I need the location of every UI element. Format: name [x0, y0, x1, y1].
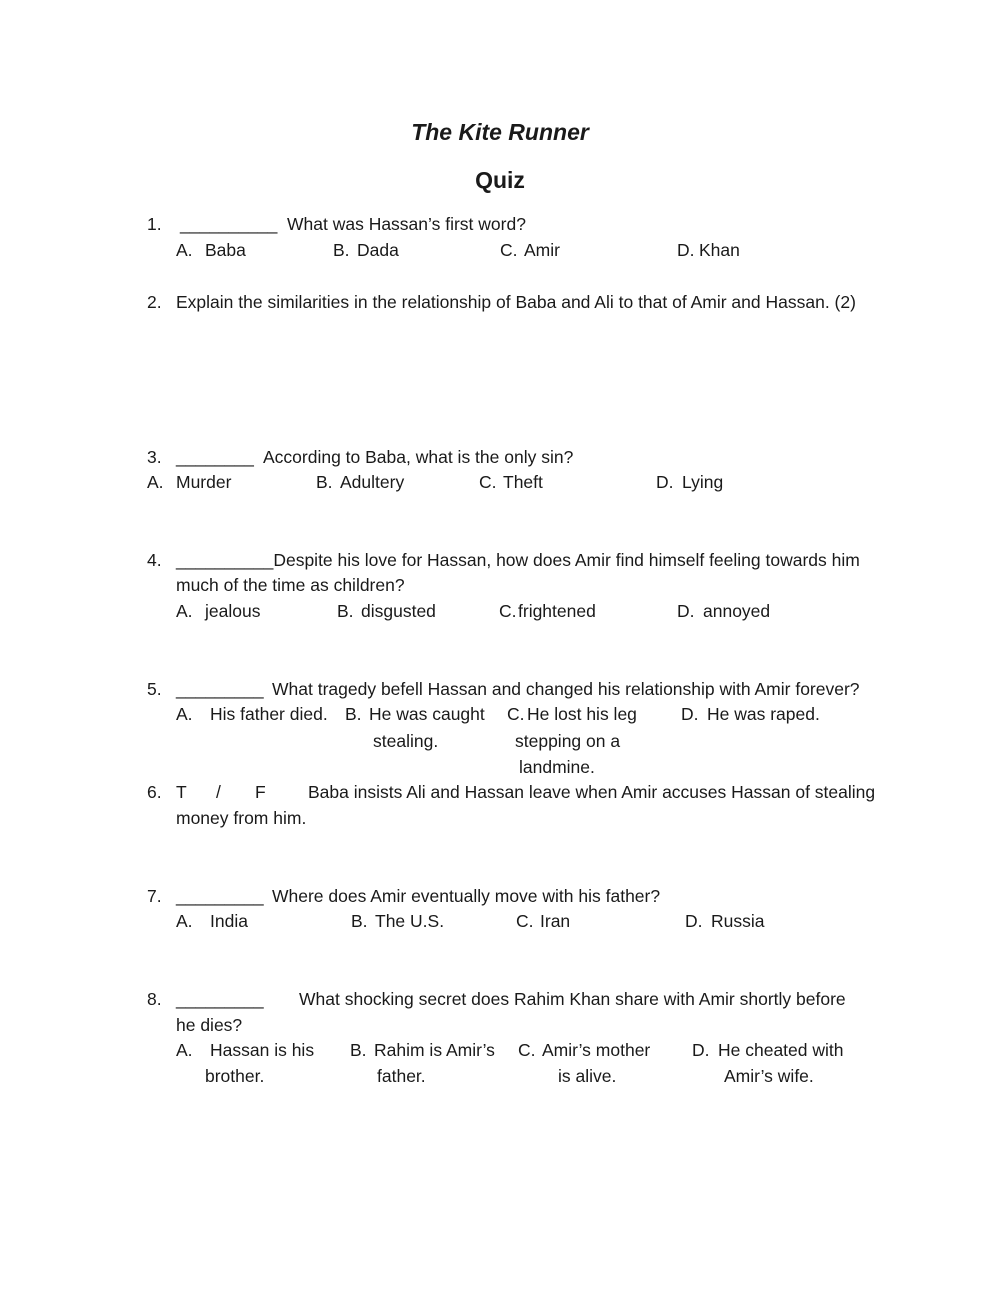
- option-b: Dada: [357, 240, 399, 260]
- option-letter-c: C.: [499, 601, 517, 621]
- option-a: His father died.: [210, 704, 328, 724]
- answer-blank: ________: [176, 447, 254, 467]
- option-letter-a: A.: [147, 472, 164, 492]
- page-subtitle: Quiz: [475, 167, 525, 193]
- option-b: Adultery: [340, 472, 405, 492]
- option-letter-a: A.: [176, 240, 193, 260]
- option-c: Amir: [524, 240, 560, 260]
- option-d-line-2: Amir’s wife.: [724, 1066, 814, 1086]
- separator: /: [216, 782, 221, 802]
- option-b-line-2: stealing.: [373, 731, 439, 751]
- option-d: annoyed: [703, 601, 771, 621]
- question-text: Where does Amir eventually move with his father?: [272, 886, 661, 906]
- option-letter-b: B.: [351, 911, 368, 931]
- option-d: Lying: [682, 472, 724, 492]
- page-title: The Kite Runner: [411, 119, 589, 145]
- option-letter-d: D.: [685, 911, 703, 931]
- question-text-line-2: he dies?: [176, 1015, 243, 1035]
- question-text: What was Hassan’s first word?: [287, 214, 526, 234]
- option-c-line-3: landmine.: [519, 757, 595, 777]
- option-b: disgusted: [361, 601, 436, 621]
- option-letter-b: B.: [337, 601, 354, 621]
- option-letter-a: A.: [176, 1040, 193, 1060]
- option-letter-a: A.: [176, 704, 193, 724]
- false-option: F: [255, 782, 266, 802]
- option-letter-b: B.: [345, 704, 362, 724]
- question-text: According to Baba, what is the only sin?: [263, 447, 574, 467]
- option-a: Baba: [205, 240, 246, 260]
- question-number: 5.: [147, 679, 162, 699]
- question-number: 1.: [147, 214, 162, 234]
- option-c: frightened: [518, 601, 596, 621]
- question-number: 4.: [147, 550, 162, 570]
- option-c-line-1: He lost his leg: [527, 704, 637, 724]
- question-text: Explain the similarities in the relationship of Baba and Ali to that of Amir and Hassan. (2): [176, 292, 856, 312]
- option-d: Russia: [711, 911, 765, 931]
- true-option: T: [176, 782, 187, 802]
- question-text: What tragedy befell Hassan and changed his relationship with Amir forever?: [272, 679, 860, 699]
- option-c-line-2: stepping on a: [515, 731, 621, 751]
- question-number: 8.: [147, 989, 162, 1009]
- question-text-line-1: __________Despite his love for Hassan, how does Amir find himself feeling towards him: [176, 550, 860, 570]
- question-number: 2.: [147, 292, 162, 312]
- option-b: The U.S.: [375, 911, 445, 931]
- option-b-line-2: father.: [377, 1066, 426, 1086]
- answer-blank: _________: [176, 679, 264, 699]
- question-number: 7.: [147, 886, 162, 906]
- option-letter-d: D.: [681, 704, 699, 724]
- option-letter-d: D.: [677, 601, 695, 621]
- option-letter-b: B.: [333, 240, 350, 260]
- question-number: 6.: [147, 782, 162, 802]
- question-text-line-1: What shocking secret does Rahim Khan share with Amir shortly before: [299, 989, 846, 1009]
- option-letter-b: B.: [350, 1040, 367, 1060]
- option-letter-c: C.: [516, 911, 534, 931]
- option-d: He was raped.: [707, 704, 820, 724]
- option-letter-d: D.: [656, 472, 674, 492]
- option-c: Theft: [503, 472, 543, 492]
- option-a-line-2: brother.: [205, 1066, 265, 1086]
- option-letter-d: D.: [677, 240, 695, 260]
- option-letter-c: C.: [479, 472, 497, 492]
- option-letter-b: B.: [316, 472, 333, 492]
- option-a: India: [210, 911, 248, 931]
- option-d: Khan: [699, 240, 740, 260]
- option-b-line-1: Rahim is Amir’s: [374, 1040, 495, 1060]
- option-letter-c: C.: [507, 704, 525, 724]
- question-number: 3.: [147, 447, 162, 467]
- option-b-line-1: He was caught: [369, 704, 485, 724]
- option-letter-c: C.: [518, 1040, 536, 1060]
- option-d-line-1: He cheated with: [718, 1040, 844, 1060]
- option-c-line-2: is alive.: [558, 1066, 617, 1086]
- option-a-line-1: Hassan is his: [210, 1040, 315, 1060]
- option-letter-d: D.: [692, 1040, 710, 1060]
- answer-blank: _________: [176, 886, 264, 906]
- answer-blank: _________: [176, 989, 264, 1009]
- question-text-line-1: Baba insists Ali and Hassan leave when Amir accuses Hassan of stealing: [308, 782, 876, 802]
- question-text-line-2: money from him.: [176, 808, 307, 828]
- option-c: Iran: [540, 911, 571, 931]
- option-letter-a: A.: [176, 911, 193, 931]
- answer-blank: __________: [180, 214, 278, 234]
- option-c-line-1: Amir’s mother: [542, 1040, 651, 1060]
- question-text-line-2: much of the time as children?: [176, 575, 405, 595]
- option-a: jealous: [205, 601, 261, 621]
- option-letter-c: C.: [500, 240, 518, 260]
- option-a: Murder: [176, 472, 232, 492]
- option-letter-a: A.: [176, 601, 193, 621]
